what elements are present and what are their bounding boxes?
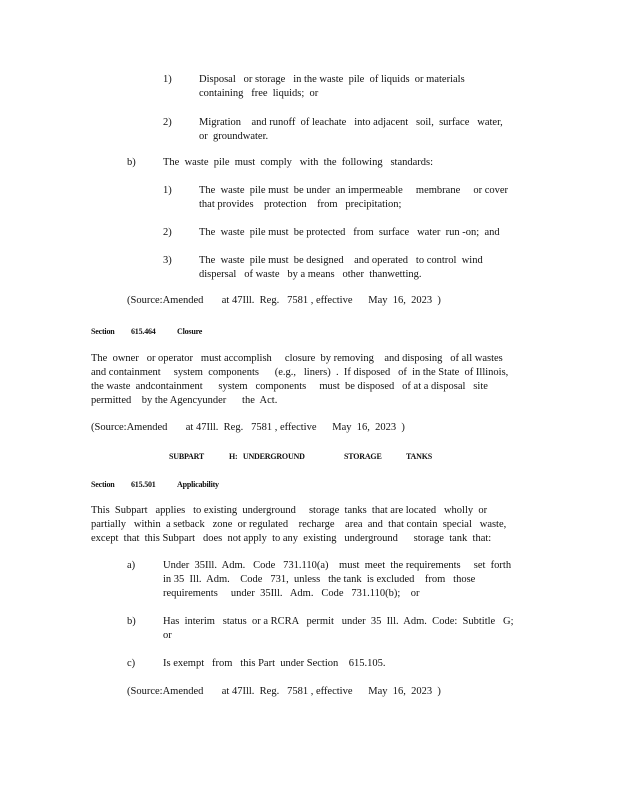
section-501-paragraph	[91, 504, 519, 546]
item-b-number: b)	[127, 157, 136, 168]
section-501-line-2: partially within a setback zone or regulated recharge area and that contain special waste,	[91, 519, 507, 530]
item-501-a-line-3: requirements under 35Ill. Adm. Code 731.110(b); or	[163, 588, 420, 599]
source-note-1: (Source:Amended at 47Ill. Reg. 7581 , effective May 16, 2023 )	[127, 295, 441, 306]
item-1-text	[199, 73, 515, 101]
subpart-word-3: STORAGE	[344, 452, 382, 461]
item-501-b-line-1: Has interim status or a RCRA permit under 35 Ill. Adm. Code: Subtitle G;	[163, 616, 514, 627]
item-b3-text	[199, 254, 515, 282]
item-b3-line-2: dispersal of waste by a means other thanwetting.	[199, 269, 422, 280]
item-1-line-2: containing free liquids; or	[199, 88, 319, 99]
item-b-text: The waste pile must comply with the following standards:	[163, 157, 434, 168]
section-464-label: Section	[91, 327, 115, 336]
item-b2-number: 2)	[163, 227, 172, 238]
section-464-line-2: and containment system components (e.g., liners) . If disposed of in the State of Illinois,	[91, 367, 509, 378]
item-2-text	[199, 116, 515, 144]
section-464-line-3: the waste andcontainment system components must be disposed of at a disposal site	[91, 381, 488, 392]
item-501-a-number: a)	[127, 560, 136, 571]
section-501-label: Section	[91, 480, 115, 489]
section-464-paragraph	[91, 352, 519, 408]
item-b3-number: 3)	[163, 255, 172, 266]
item-501-b-number: b)	[127, 616, 136, 627]
item-2-line-1: Migration and runoff of leachate into adjacent soil, surface water,	[199, 117, 503, 128]
section-464-line-4: permitted by the Agencyunder the Act.	[91, 395, 278, 406]
section-501-number: 615.501	[131, 480, 156, 489]
item-b2-line-1: The waste pile must be protected from surface water run -on; and	[199, 227, 500, 238]
subpart-word-2: H: UNDERGROUND	[229, 452, 305, 461]
item-501-a-line-1: Under 35Ill. Adm. Code 731.110(a) must meet the requirements set forth	[163, 560, 512, 571]
item-501-b-text	[163, 615, 523, 643]
item-501-a-line-2: in 35 Ill. Adm. Code 731, unless the tank is excluded from those	[163, 574, 476, 585]
subpart-word-1: SUBPART	[169, 452, 205, 461]
item-1-line-1: Disposal or storage in the waste pile of liquids or materials	[199, 74, 465, 85]
item-2-line-2: or groundwater.	[199, 131, 269, 142]
section-501-title: Applicability	[177, 480, 219, 489]
item-b1-line-2: that provides protection from precipitation;	[199, 199, 402, 210]
item-501-a-text	[163, 559, 515, 601]
item-501-b-line-2: or	[163, 630, 172, 641]
subpart-word-4: TANKS	[406, 452, 432, 461]
section-464-title: Closure	[177, 327, 203, 336]
item-1-number: 1)	[163, 74, 172, 85]
item-2-number: 2)	[163, 117, 172, 128]
source-note-501: (Source:Amended at 47Ill. Reg. 7581 , effective May 16, 2023 )	[127, 686, 441, 697]
section-501-line-1: This Subpart applies to existing underground storage tanks that are located wholly or	[91, 505, 488, 516]
item-501-c-line-1: Is exempt from this Part under Section 615.105.	[163, 658, 386, 669]
item-b1-text	[199, 184, 515, 212]
item-b3-line-1: The waste pile must be designed and operated to control wind	[199, 255, 483, 266]
source-note-464: (Source:Amended at 47Ill. Reg. 7581 , effective May 16, 2023 )	[91, 422, 405, 433]
section-464-number: 615.464	[131, 327, 156, 336]
item-b1-line-1: The waste pile must be under an impermeable membrane or cover	[199, 185, 509, 196]
item-501-c-number: c)	[127, 658, 136, 669]
item-b1-number: 1)	[163, 185, 172, 196]
section-501-line-3: except that this Subpart does not apply to any existing underground storage tank that:	[91, 533, 492, 544]
section-464-line-1: The owner or operator must accomplish closure by removing and disposing of all wastes	[91, 353, 503, 364]
